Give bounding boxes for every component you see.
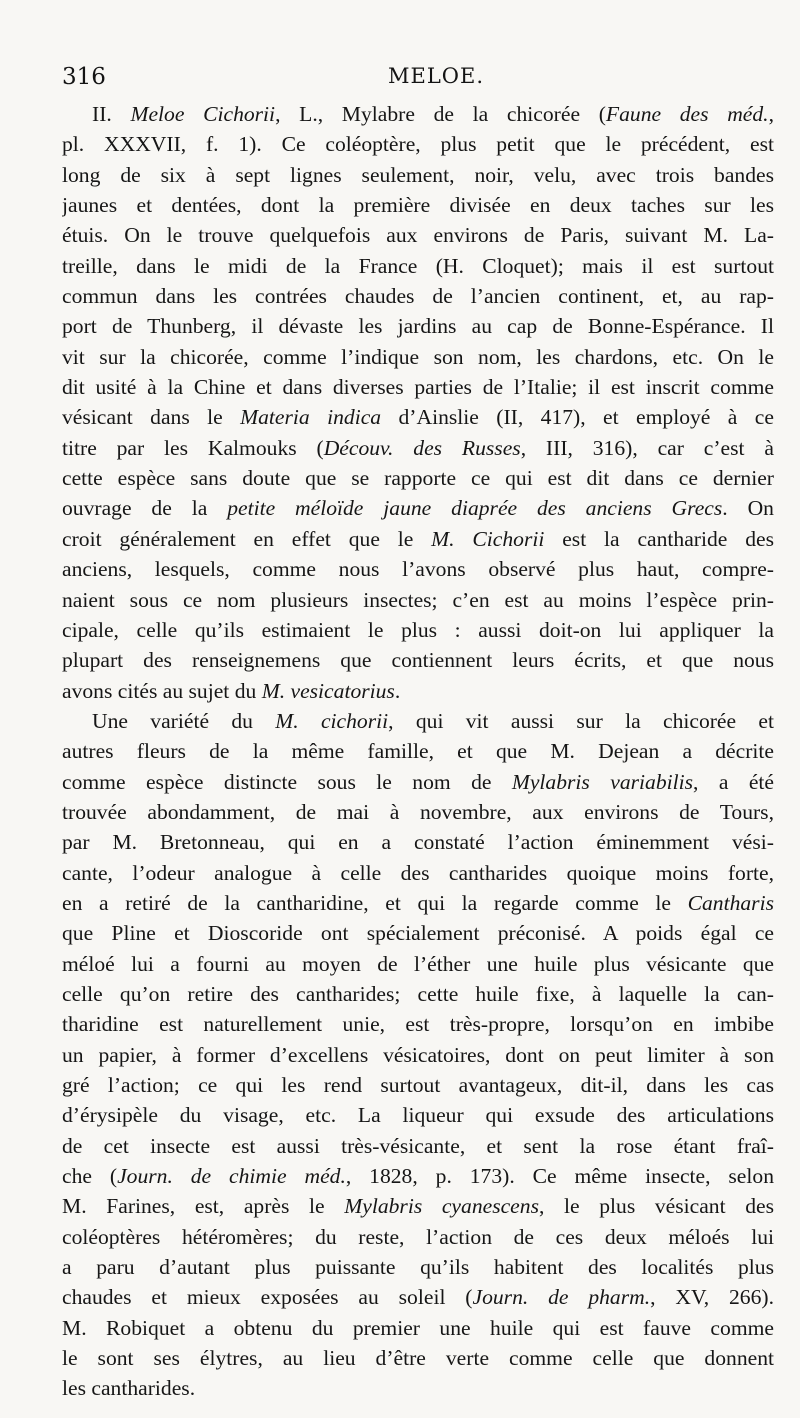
text-line: port de Thunberg, il dévaste les jardins au cap de Bonne-Espérance. Il xyxy=(62,314,774,339)
text-line: plupart des renseignemens que contiennent leurs écrits, et que nous xyxy=(62,648,774,673)
text-line: commun dans les contrées chaudes de l’ancien continent, et, au rap- xyxy=(62,284,774,309)
text-line: treille, dans le midi de la France (H. Cloquet); mais il est surtout xyxy=(62,253,774,278)
text-line: che (Journ. de chimie méd., 1828, p. 173). Ce même insecte, selon xyxy=(62,1164,774,1189)
text-line: M. Robiquet a obtenu du premier une huile qui est fauve comme xyxy=(62,1315,774,1340)
text-line: cante, l’odeur analogue à celle des cantharides quoique moins forte, xyxy=(62,860,774,885)
text-line: coléoptères hétéromères; du reste, l’action de ces deux méloés lui xyxy=(62,1224,774,1249)
text-line: que Pline et Dioscoride ont spécialement préconisé. A poids égal ce xyxy=(62,921,774,946)
page-header xyxy=(62,64,770,94)
text-line: étuis. On le trouve quelquefois aux environs de Paris, suivant M. La- xyxy=(62,223,774,248)
text-line: par M. Bretonneau, qui en a constaté l’action éminemment vési- xyxy=(62,830,774,855)
text-line: long de six à sept lignes seulement, noir, velu, avec trois bandes xyxy=(62,162,774,187)
text-line: naient sous ce nom plusieurs insectes; c’en est au moins l’espèce prin- xyxy=(62,587,774,612)
text-line: dit usité à la Chine et dans diverses parties de l’Italie; il est inscrit comme xyxy=(62,375,774,400)
body-text xyxy=(62,99,774,1404)
text-line: jaunes et dentées, dont la première divisée en deux taches sur les xyxy=(62,193,774,218)
text-line: celle qu’on retire des cantharides; cette huile fixe, à laquelle la can- xyxy=(62,981,774,1006)
running-head: MELOE. xyxy=(388,64,484,88)
text-line: M. Farines, est, après le Mylabris cyanescens, le plus vésicant des xyxy=(62,1194,774,1219)
text-line: en a retiré de la cantharidine, et qui la regarde comme le Cantharis xyxy=(62,890,774,915)
text-line: autres fleurs de la même famille, et que M. Dejean a décrite xyxy=(62,739,774,764)
text-line: vit sur la chicorée, comme l’indique son nom, les chardons, etc. On le xyxy=(62,344,774,369)
text-line: chaudes et mieux exposées au soleil (Journ. de pharm., XV, 266). xyxy=(62,1285,774,1310)
text-line: méloé lui a fourni au moyen de l’éther une huile plus vésicante que xyxy=(62,951,774,976)
text-line: II. Meloe Cichorii, L., Mylabre de la chicorée (Faune des méd., xyxy=(92,102,774,126)
page-number: 316 xyxy=(62,64,106,90)
text-line: croit généralement en effet que le M. Cichorii est la cantharide des xyxy=(62,526,774,551)
text-line: trouvée abondamment, de mai à novembre, aux environs de Tours, xyxy=(62,799,774,824)
text-line: les cantharides. xyxy=(62,1376,196,1401)
text-line: anciens, lesquels, comme nous l’avons observé plus haut, compre- xyxy=(62,557,774,582)
text-line: d’érysipèle du visage, etc. La liqueur qui exsude des articulations xyxy=(62,1103,774,1128)
text-line: cipale, celle qu’ils estimaient le plus : aussi doit-on lui appliquer la xyxy=(62,617,774,642)
text-line: titre par les Kalmouks (Découv. des Russes, III, 316), car c’est à xyxy=(62,435,774,460)
text-line: a paru d’autant plus puissante qu’ils habitent des localités plus xyxy=(62,1255,774,1280)
text-line: tharidine est naturellement unie, est très-propre, lorsqu’on en imbibe xyxy=(62,1012,774,1037)
text-line: pl. XXXVII, f. 1). Ce coléoptère, plus petit que le précédent, est xyxy=(62,132,774,157)
text-line: avons cités au sujet du M. vesicatorius. xyxy=(62,678,401,703)
text-line: de cet insecte est aussi très-vésicante, et sent la rose étant fraî- xyxy=(62,1133,774,1158)
text-line: ouvrage de la petite méloïde jaune diaprée des anciens Grecs. On xyxy=(62,496,774,521)
text-line: comme espèce distincte sous le nom de Mylabris variabilis, a été xyxy=(62,769,774,794)
text-line: un papier, à former d’excellens vésicatoires, dont on peut limiter à son xyxy=(62,1042,774,1067)
text-line: vésicant dans le Materia indica d’Ainslie (II, 417), et employé à ce xyxy=(62,405,774,430)
text-line: cette espèce sans doute que se rapporte ce qui est dit dans ce dernier xyxy=(62,466,774,491)
text-line: le sont ses élytres, au lieu d’être verte comme celle que donnent xyxy=(62,1346,774,1371)
text-line: gré l’action; ce qui les rend surtout avantageux, dit-il, dans les cas xyxy=(62,1073,774,1097)
text-line: Une variété du M. cichorii, qui vit aussi sur la chicorée et xyxy=(92,708,774,733)
